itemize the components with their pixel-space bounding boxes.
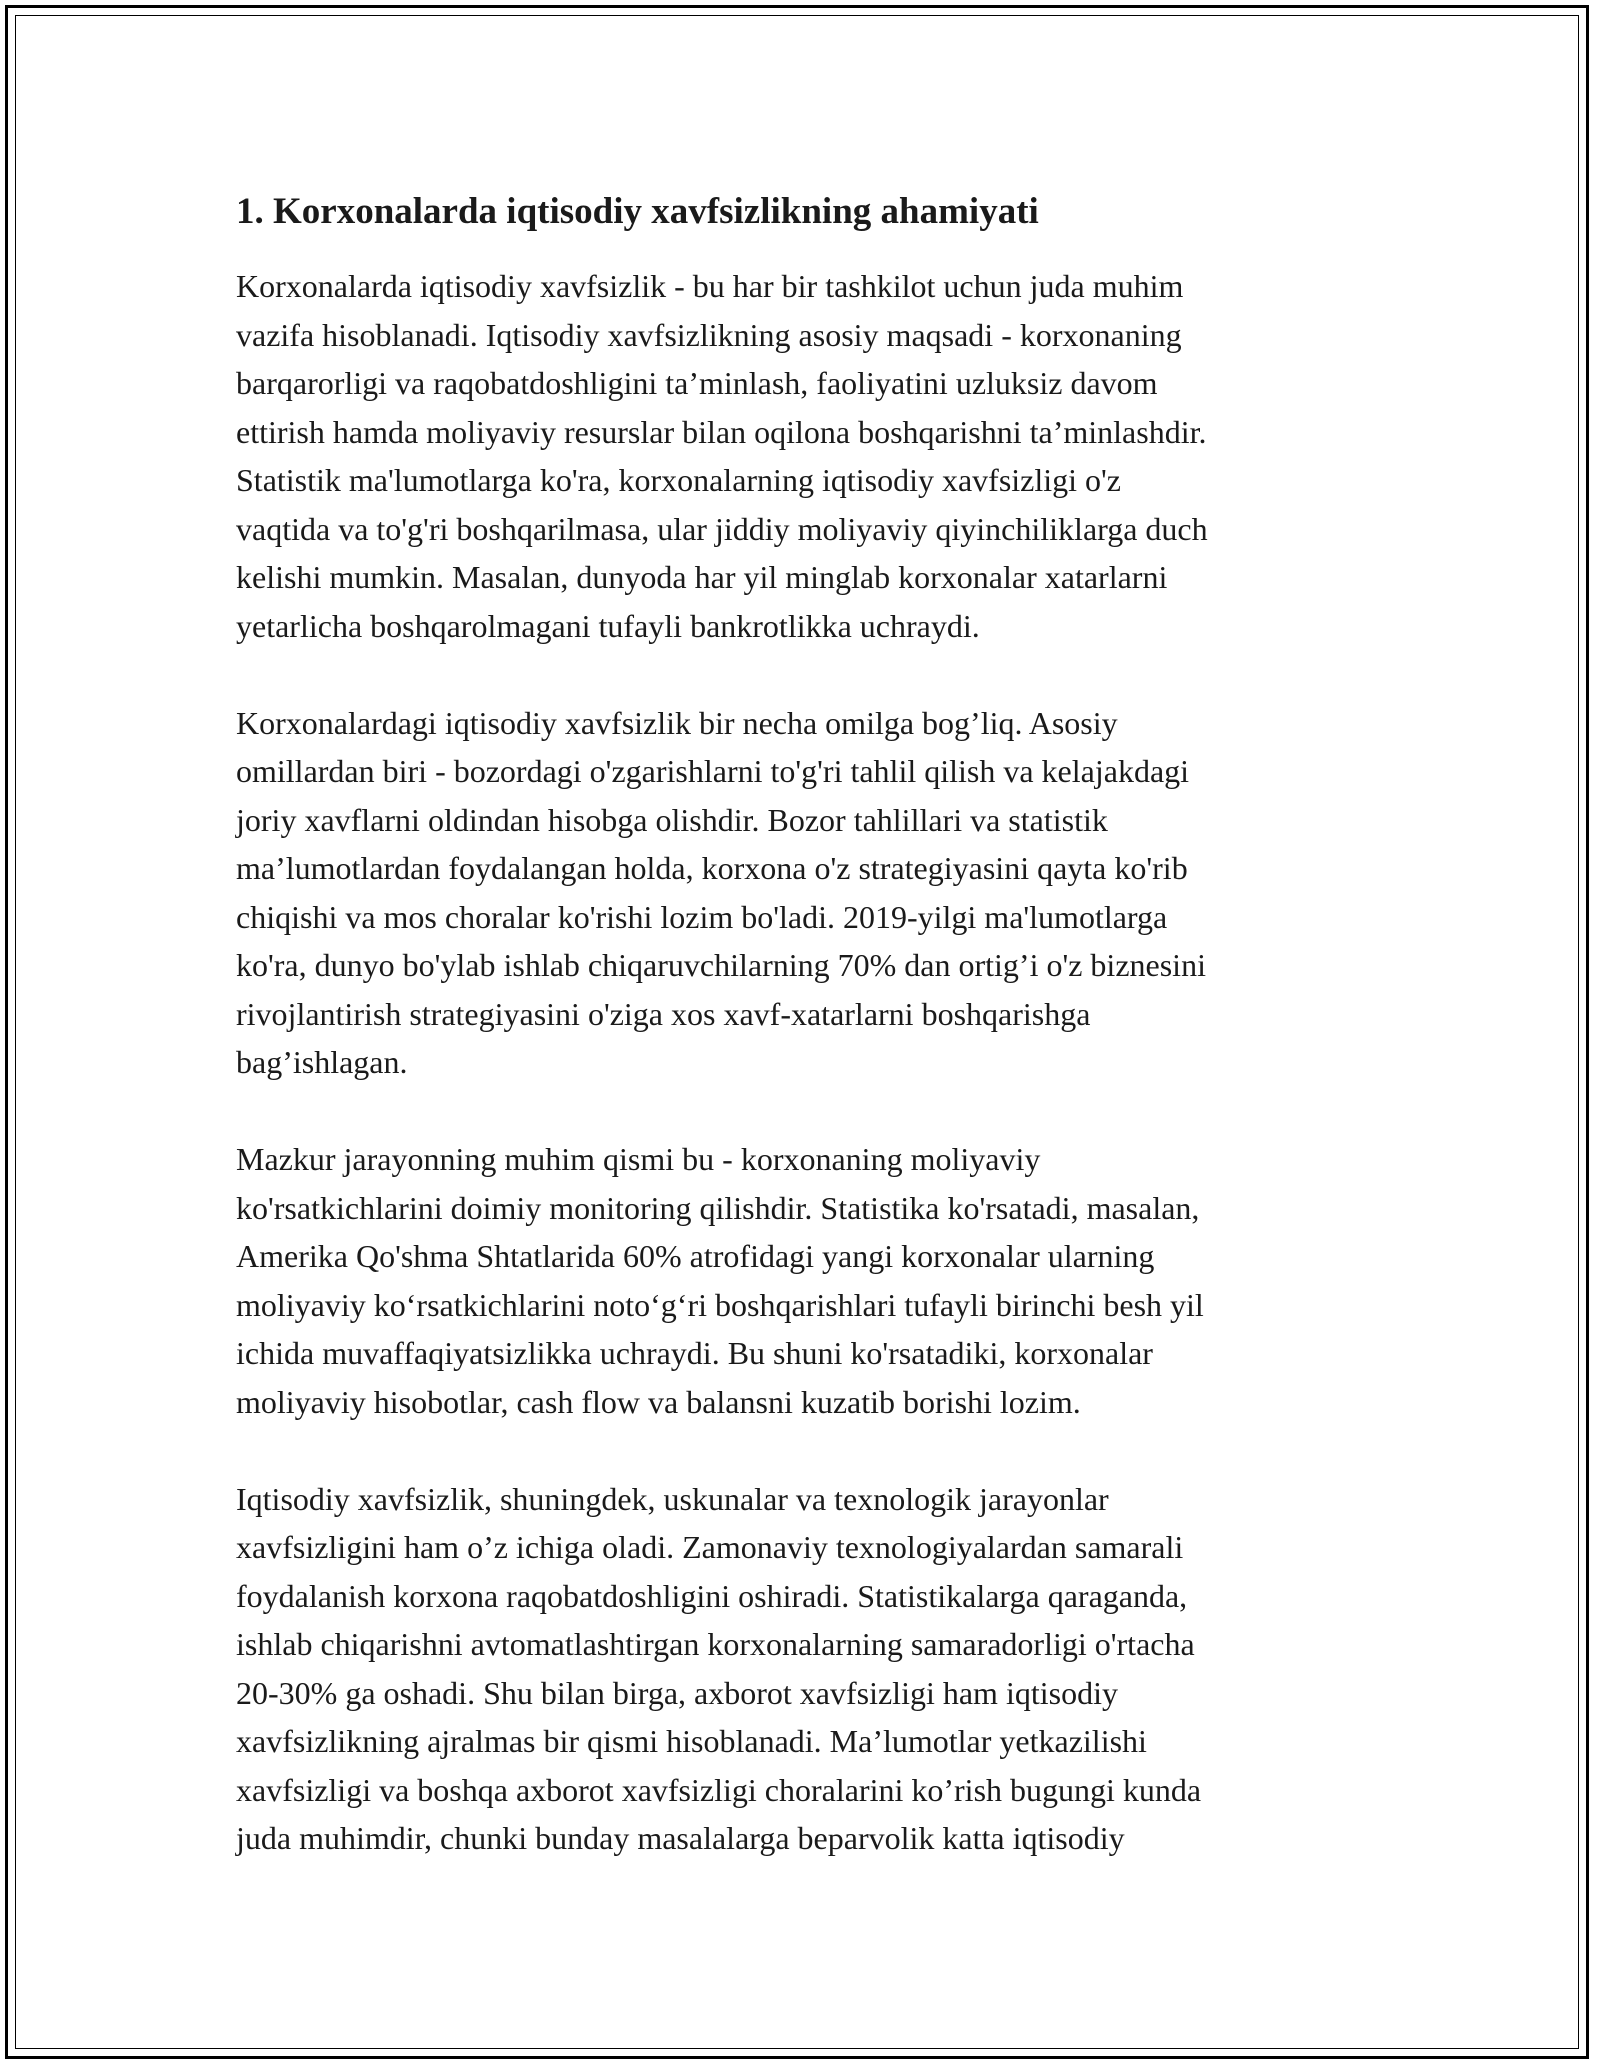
text-line: juda muhimdir, chunki bunday masalalarga beparvolik katta iqtisodiy: [236, 1820, 1125, 1856]
text-line: barqarorligi va raqobatdoshligini ta’minlash, faoliyatini uzluksiz davom: [236, 365, 1158, 401]
paragraph-4: [236, 1475, 1366, 1863]
text-line: ishlab chiqarishni avtomatlashtirgan korxonalarning samaradorligi o'rtacha: [236, 1626, 1195, 1662]
text-line: kelishi mumkin. Masalan, dunyoda har yil minglab korxonalar xatarlarni: [236, 559, 1168, 595]
text-line: yetarlicha boshqarolmagani tufayli bankrotlikka uchraydi.: [236, 607, 980, 644]
text-line: Korxonalardagi iqtisodiy xavfsizlik bir necha omilga bog’liq. Asosiy: [236, 704, 1118, 741]
text-line: joriy xavflarni oldindan hisobga olishdir. Bozor tahlillari va statistik: [236, 801, 1108, 838]
text-line: ko'ra, dunyo bo'ylab ishlab chiqaruvchilarning 70% dan ortig’i o'z biznesini: [236, 947, 1206, 983]
paragraph-1: [236, 262, 1366, 650]
text-line: ma’lumotlardan foydalangan holda, korxona o'z strategiyasini qayta ko'rib: [236, 850, 1188, 886]
text-line: Iqtisodiy xavfsizlik, shuningdek, uskunalar va texnologik jarayonlar: [236, 1480, 1109, 1517]
text-line: rivojlantirish strategiyasini o'ziga xos xavf-xatarlarni boshqarishga: [236, 995, 1091, 1032]
text-line: ichida muvaffaqiyatsizlikka uchraydi. Bu shuni ko'rsatadiki, korxonalar: [236, 1335, 1153, 1371]
text-line: Statistik ma'lumotlarga ko'ra, korxonalarning iqtisodiy xavfsizligi o'z: [236, 462, 1121, 498]
text-line: xavfsizligini ham o’z ichiga oladi. Zamonaviy texnologiyalardan samarali: [236, 1529, 1184, 1565]
text-line: bag’ishlagan.: [236, 1044, 408, 1080]
text-line: ettirish hamda moliyaviy resurslar bilan oqilona boshqarishni ta’minlashdir.: [236, 413, 1207, 450]
text-line: chiqishi va mos choralar ko'rishi lozim bo'ladi. 2019-yilgi ma'lumotlarga: [236, 898, 1168, 935]
text-line: moliyaviy ko‘rsatkichlarini noto‘g‘ri boshqarishlari tufayli birinchi besh yil: [236, 1286, 1204, 1323]
text-line: Mazkur jarayonning muhim qismi bu - korxonaning moliyaviy: [236, 1141, 1041, 1177]
section-heading: 1. Korxonalarda iqtisodiy xavfsizlikning ahamiyati: [236, 191, 1039, 232]
text-line: Korxonalarda iqtisodiy xavfsizlik - bu har bir tashkilot uchun juda muhim: [236, 268, 1184, 304]
text-line: xavfsizlikning ajralmas bir qismi hisoblanadi. Ma’lumotlar yetkazilishi: [236, 1723, 1147, 1759]
text-line: 20-30% ga oshadi. Shu bilan birga, axborot xavfsizligi ham iqtisodiy: [236, 1674, 1118, 1711]
text-line: moliyaviy hisobotlar, cash flow va balansni kuzatib borishi lozim.: [236, 1383, 1081, 1420]
text-line: vaqtida va to'g'ri boshqarilmasa, ular jiddiy moliyaviy qiyinchiliklarga duch: [236, 510, 1208, 547]
paragraph-3: [236, 1135, 1366, 1426]
text-line: ko'rsatkichlarini doimiy monitoring qilishdir. Statistika ko'rsatadi, masalan,: [236, 1189, 1200, 1226]
text-line: omillardan biri - bozordagi o'zgarishlarni to'g'ri tahlil qilish va kelajakdagi: [236, 753, 1190, 789]
document-body: [236, 188, 1366, 1911]
text-line: xavfsizligi va boshqa axborot xavfsizligi choralarini ko’rish bugungi kunda: [236, 1771, 1202, 1808]
text-line: vazifa hisoblanadi. Iqtisodiy xavfsizlikning asosiy maqsadi - korxonaning: [236, 316, 1182, 353]
text-line: Amerika Qo'shma Shtatlarida 60% atrofidagi yangi korxonalar ularning: [236, 1238, 1155, 1274]
text-line: foydalanish korxona raqobatdoshligini oshiradi. Statistikalarga qaraganda,: [236, 1577, 1188, 1614]
paragraph-2: [236, 699, 1366, 1087]
